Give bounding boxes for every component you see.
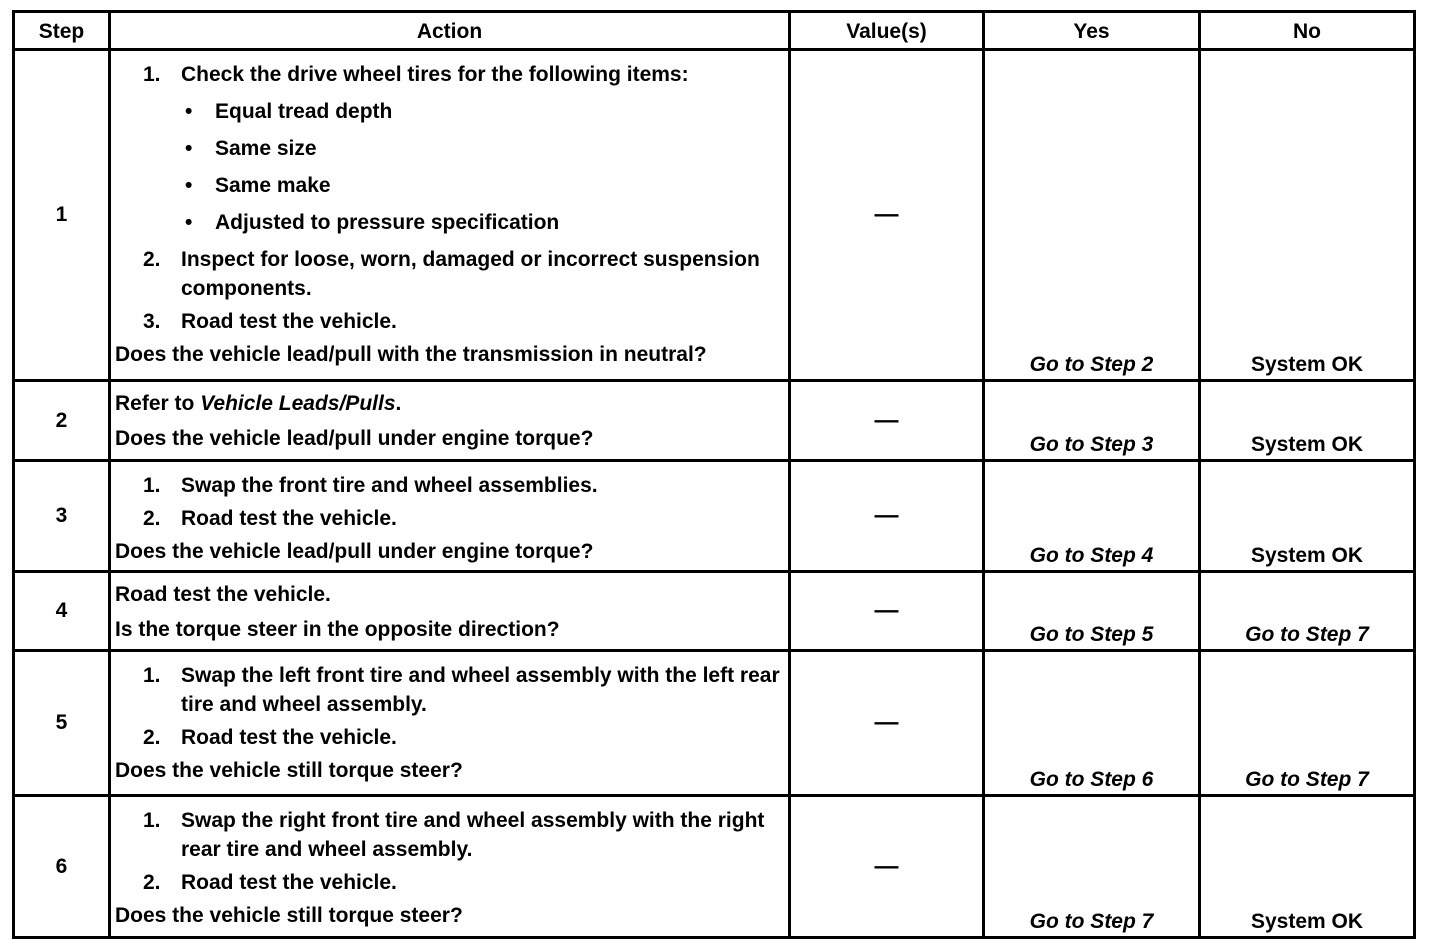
- action-item: [115, 868, 784, 897]
- item-text: Check the drive wheel tires for the following items:: [181, 63, 689, 86]
- item-text: Road test the vehicle.: [181, 871, 397, 894]
- bullet-item: [115, 97, 784, 126]
- no-result: System OK: [1200, 461, 1415, 572]
- bullet-icon: •: [185, 100, 193, 123]
- yes-result: Go to Step 5: [984, 572, 1200, 651]
- item-text: Road test the vehicle.: [181, 310, 397, 333]
- refer-link[interactable]: Vehicle Leads/Pulls: [200, 392, 396, 415]
- action-item: [115, 60, 784, 89]
- question-text: Is the torque steer in the opposite direction?: [115, 618, 560, 641]
- question-text: Does the vehicle lead/pull under engine torque?: [115, 427, 594, 450]
- no-result: Go to Step 7: [1200, 651, 1415, 796]
- item-text: Inspect for loose, worn, damaged or incorrect suspension components.: [181, 248, 760, 300]
- action-item: [115, 723, 784, 752]
- header-values: Value(s): [790, 12, 984, 50]
- item-number: 2.: [143, 726, 161, 749]
- item-text: Road test the vehicle.: [181, 726, 397, 749]
- action-item: [115, 504, 784, 533]
- refer-suffix: .: [395, 392, 402, 415]
- item-number: 3.: [143, 310, 161, 333]
- yes-result: Go to Step 3: [984, 381, 1200, 461]
- step-number: 6: [14, 796, 110, 938]
- value-cell: —: [790, 796, 984, 938]
- no-result: System OK: [1200, 796, 1415, 938]
- bullet-icon: •: [185, 174, 193, 197]
- yes-result: Go to Step 7: [984, 796, 1200, 938]
- yes-result: Go to Step 4: [984, 461, 1200, 572]
- step-number: 5: [14, 651, 110, 796]
- action-cell: [110, 572, 790, 651]
- question-text: Does the vehicle still torque steer?: [115, 759, 463, 782]
- table-row: [14, 381, 1415, 461]
- bullet-item: [115, 134, 784, 163]
- bullet-text: Same size: [215, 137, 317, 160]
- action-cell: [110, 796, 790, 938]
- bullet-icon: •: [185, 211, 193, 234]
- bullet-item: [115, 171, 784, 200]
- item-text: Swap the front tire and wheel assemblies.: [181, 474, 598, 497]
- item-text: Swap the left front tire and wheel assembly with the left rear tire and wheel assembly.: [181, 664, 780, 716]
- item-number: 1.: [143, 809, 161, 832]
- action-cell: [110, 461, 790, 572]
- item-number: 1.: [143, 474, 161, 497]
- action-item: [115, 661, 784, 719]
- step-number: 1: [14, 50, 110, 381]
- no-result: System OK: [1200, 381, 1415, 461]
- value-cell: —: [790, 381, 984, 461]
- yes-result: Go to Step 6: [984, 651, 1200, 796]
- item-number: 2.: [143, 871, 161, 894]
- action-cell: [110, 381, 790, 461]
- action-item: [115, 307, 784, 336]
- item-number: 1.: [143, 664, 161, 687]
- question-text: Does the vehicle lead/pull under engine torque?: [115, 540, 594, 563]
- refer-line: [115, 389, 784, 418]
- value-cell: —: [790, 50, 984, 381]
- step-number: 3: [14, 461, 110, 572]
- value-cell: —: [790, 651, 984, 796]
- item-text: Road test the vehicle.: [181, 507, 397, 530]
- value-cell: —: [790, 461, 984, 572]
- header-step: Step: [14, 12, 110, 50]
- refer-prefix: Refer to: [115, 392, 201, 415]
- action-item: [115, 245, 784, 303]
- bullet-text: Equal tread depth: [215, 100, 393, 123]
- table-header-row: [14, 12, 1415, 50]
- table-row: [14, 572, 1415, 651]
- header-no: No: [1200, 12, 1415, 50]
- table-row: [14, 651, 1415, 796]
- yes-result: Go to Step 2: [984, 50, 1200, 381]
- table-row: [14, 50, 1415, 381]
- item-number: 1.: [143, 63, 161, 86]
- header-action: Action: [110, 12, 790, 50]
- question-text: Does the vehicle still torque steer?: [115, 904, 463, 927]
- action-item: [115, 471, 784, 500]
- header-yes: Yes: [984, 12, 1200, 50]
- item-number: 2.: [143, 507, 161, 530]
- plain-action: Road test the vehicle.: [115, 583, 331, 606]
- no-result: Go to Step 7: [1200, 572, 1415, 651]
- question-text: Does the vehicle lead/pull with the transmission in neutral?: [115, 343, 707, 366]
- bullet-item: [115, 208, 784, 237]
- item-text: Swap the right front tire and wheel assembly with the right rear tire and wheel assembly.: [181, 809, 765, 861]
- action-cell: [110, 651, 790, 796]
- step-number: 4: [14, 572, 110, 651]
- action-item: [115, 806, 784, 864]
- bullet-text: Adjusted to pressure specification: [215, 211, 560, 234]
- action-cell: [110, 50, 790, 381]
- table-row: [14, 796, 1415, 938]
- no-result: System OK: [1200, 50, 1415, 381]
- step-number: 2: [14, 381, 110, 461]
- bullet-text: Same make: [215, 174, 331, 197]
- table-row: [14, 461, 1415, 572]
- diagnostic-table: [12, 10, 1416, 939]
- item-number: 2.: [143, 248, 161, 271]
- bullet-icon: •: [185, 137, 193, 160]
- value-cell: —: [790, 572, 984, 651]
